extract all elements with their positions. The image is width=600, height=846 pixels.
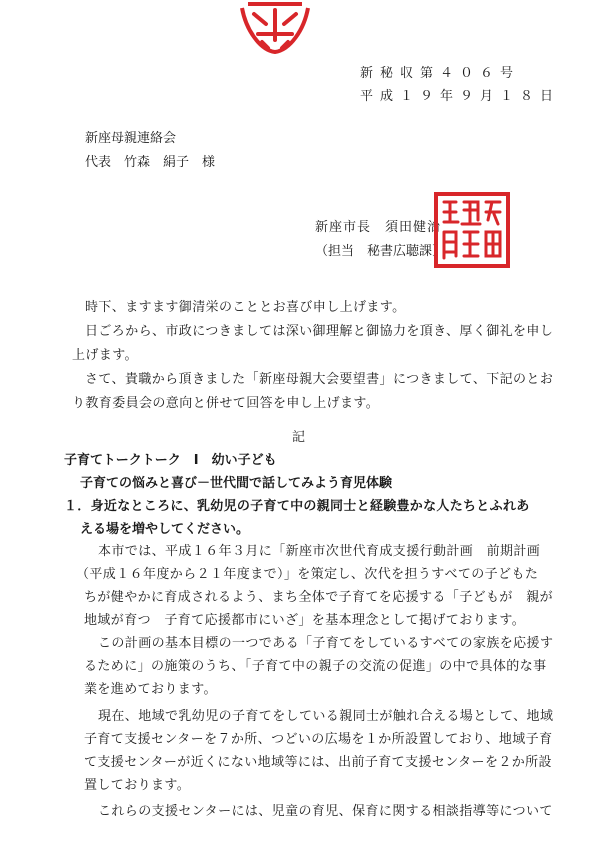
greeting-line-5: り教育委員会の意向と併せて回答を申し上げます。	[72, 396, 380, 411]
request-item-1-line-2: える場を増やしてください。	[80, 522, 250, 537]
answer-line-4: 地域が育つ 子育て応援都市にいざ」を基本理念として掲げております。	[84, 613, 526, 628]
answer-line-9: 子育て支援センターを７か所、つどいの広場を１か所設置しており、地域子育	[84, 732, 553, 747]
greeting-line-4: さて、貴職から頂きました「新座母親大会要望書」につきまして、下記のとお	[85, 372, 554, 387]
answer-line-5: この計画の基本目標の一つである「子育てをしているすべての家族を応援す	[98, 636, 554, 651]
answer-line-10: て支援センターが近くにない地域等には、出前子育て支援センターを２か所設	[84, 755, 552, 770]
section-title: 子育てトークトーク Ⅰ 幼い子ども	[64, 453, 277, 468]
answer-line-7: 業を進めております。	[84, 682, 217, 697]
ki-label: 記	[292, 430, 306, 445]
document-date: 平成１９年９月１８日	[360, 89, 561, 104]
greeting-line-2: 日ごろから、市政につきましては深い御理解と御協力を頂き、厚く御礼を申し	[85, 324, 554, 339]
answer-line-3: ちが健やかに育成されるよう、まち全体で子育てを応援する「子どもが 親が	[84, 590, 554, 605]
answer-line-12: これらの支援センターには、児童の育児、保育に関する相談指導等について	[98, 804, 553, 819]
recipient-organization: 新座母親連絡会	[85, 131, 177, 146]
greeting-line-1: 時下、ますます御清栄のこととお喜び申し上げます。	[85, 300, 406, 315]
answer-line-1: 本市では、平成１６年３月に「新座市次世代育成支援行動計画 前期計画	[98, 544, 541, 559]
greeting-line-3: 上げます。	[72, 348, 138, 363]
answer-line-8: 現在、地域で乳幼児の子育てをしている親同士が触れ合える場として、地域	[98, 709, 554, 724]
answer-line-11: 置しております。	[84, 778, 191, 793]
request-item-1-line-1: １．身近なところに、乳幼児の子育て中の親同士と経験豊かな人たちとふれあ	[64, 499, 530, 514]
section-subtitle: 子育ての悩みと喜び－世代間で話してみよう育児体験	[80, 476, 393, 491]
answer-line-2: （平成１６年度から２１年度まで）」を策定し、次代を担うすべての子どもた	[76, 567, 539, 582]
answer-line-6: るために」の施策のうち、「子育て中の親子の交流の促進」の中で具体的な事	[84, 659, 547, 674]
recipient-person: 代表 竹森 絹子 様	[85, 155, 216, 170]
document-number: 新秘収第４０６号	[360, 66, 521, 81]
receipt-stamp-icon	[238, 0, 312, 56]
sender-department: （担当 秘書広聴課）	[315, 244, 446, 259]
sender-name: 新座市長 須田健治	[315, 220, 442, 235]
official-seal-icon	[432, 190, 512, 270]
